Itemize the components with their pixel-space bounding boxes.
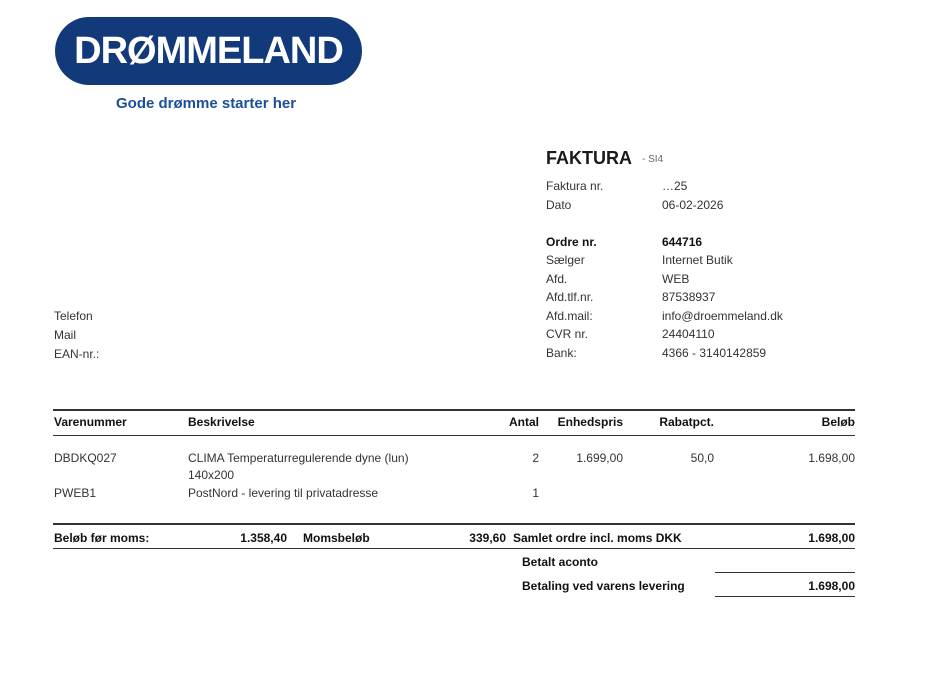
invoice-date-label: Dato <box>546 198 572 212</box>
th-disc: Rabatpct. <box>659 415 714 429</box>
dept-label: Afd. <box>546 272 568 286</box>
brand-logo <box>55 17 362 85</box>
brand-tagline: Gode drømme starter her <box>116 95 297 112</box>
invoice-title: FAKTURA <box>546 148 632 168</box>
row1-disc: 50,0 <box>690 451 714 465</box>
table-top-rule <box>53 409 855 411</box>
dept-mail-value: info@droemmeland.dk <box>662 309 783 323</box>
th-unit: Enhedspris <box>557 415 623 429</box>
invoice-title-suffix: - SI4 <box>642 154 664 165</box>
invoice-number-label: Faktura nr. <box>546 179 604 193</box>
row1-qty: 2 <box>532 451 539 465</box>
row1-desc: CLIMA Temperaturregulerende dyne (lun) <box>188 451 409 465</box>
cvr-value: 24404110 <box>662 327 715 341</box>
invoice-number-value: …25 <box>662 179 688 193</box>
th-qty: Antal <box>509 415 539 429</box>
bank-label: Bank: <box>546 346 577 360</box>
paid-aconto-rule <box>715 572 855 573</box>
delivery-payment-rule <box>715 596 855 597</box>
before-vat-value: 1.358,40 <box>240 531 287 545</box>
total-label: Samlet ordre incl. moms DKK <box>513 531 682 545</box>
row2-desc: PostNord - levering til privatadresse <box>188 486 379 500</box>
totals-rule <box>53 548 855 549</box>
customer-phone-label: Telefon <box>54 309 93 323</box>
row1-desc2: 140x200 <box>188 468 235 482</box>
seller-value: Internet Butik <box>662 253 733 267</box>
dept-mail-label: Afd.mail: <box>546 309 593 323</box>
row1-unit: 1.699,00 <box>576 451 623 465</box>
total-value: 1.698,00 <box>808 531 855 545</box>
dept-phone-label: Afd.tlf.nr. <box>546 290 594 304</box>
invoice-date-value: 06-02-2026 <box>662 198 724 212</box>
totals-top-rule <box>53 523 855 525</box>
th-amount: Beløb <box>821 415 855 429</box>
cvr-label: CVR nr. <box>546 327 589 341</box>
customer-mail-label: Mail <box>54 328 77 342</box>
row1-item: DBDKQ027 <box>54 451 117 465</box>
th-item: Varenummer <box>54 415 127 429</box>
table-header-rule <box>53 435 855 436</box>
vat-label: Momsbeløb <box>303 531 370 545</box>
row1-amount: 1.698,00 <box>808 451 855 465</box>
brand-name: DRØMMELAND <box>74 29 343 72</box>
delivery-payment-label: Betaling ved varens levering <box>522 579 685 593</box>
vat-value: 339,60 <box>469 531 506 545</box>
row2-qty: 1 <box>532 486 539 500</box>
order-number-value: 644716 <box>662 235 703 249</box>
before-vat-label: Beløb før moms: <box>54 531 150 545</box>
row2-item: PWEB1 <box>54 486 97 500</box>
dept-value: WEB <box>662 272 690 286</box>
customer-ean-label: EAN-nr.: <box>54 347 100 361</box>
bank-value: 4366 - 3140142859 <box>662 346 767 360</box>
dept-phone-value: 87538937 <box>662 290 716 304</box>
paid-aconto-label: Betalt aconto <box>522 555 599 569</box>
delivery-payment-value: 1.698,00 <box>808 579 855 593</box>
order-number-label: Ordre nr. <box>546 235 597 249</box>
th-desc: Beskrivelse <box>188 415 255 429</box>
seller-label: Sælger <box>546 253 585 267</box>
